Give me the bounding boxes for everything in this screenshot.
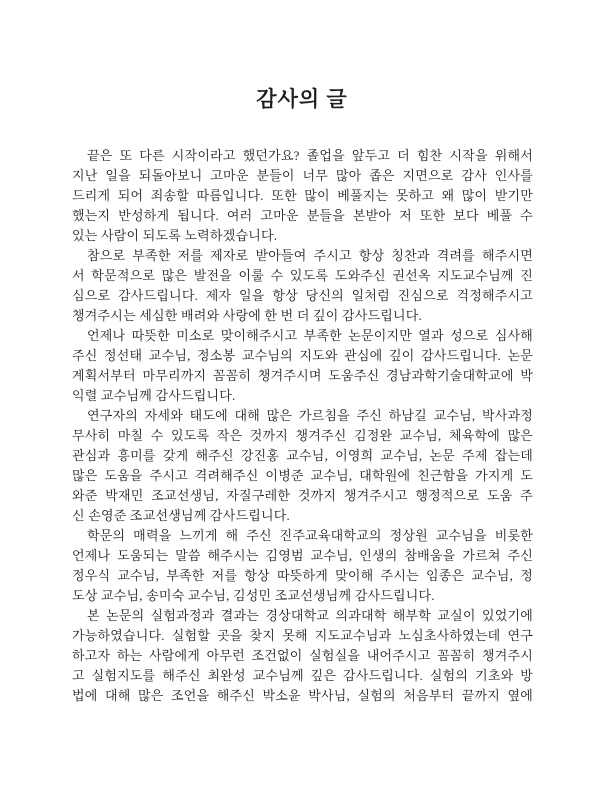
- text-line: 법에 대해 많은 조언을 해주신 박소윤 박사님, 실험의 처음부터 끝까지 옆에: [72, 688, 533, 703]
- text-line: 주신 정선태 교수님, 정소봉 교수님의 지도와 관심에 깊이 감사드립니다. 논문: [72, 348, 533, 363]
- text-line: 신 손영준 조교선생님께 감사드립니다.: [72, 508, 290, 523]
- paragraph: [72, 526, 533, 606]
- text-line: 학문의 매력을 느끼게 해 주신 진주교육대학교의 정상원 교수님을 비롯한: [87, 528, 533, 543]
- text-line: 했는지 반성하게 됩니다. 여러 고마운 분들을 본받아 저 또한 보다 베풀 수: [72, 208, 533, 223]
- text-line: 계획서부터 마무리까지 꼼꼼히 챙겨주시며 도움주신 경남과학기술대학교에 박: [72, 368, 533, 383]
- text-line: 가능하였습니다. 실험할 곳을 찾지 못해 지도교수님과 노심초사하였는데 연구: [72, 628, 533, 643]
- paragraph: [72, 146, 533, 246]
- text-line: 와준 박재민 조교선생님, 자질구레한 것까지 챙겨주시고 행정적으로 도움 주: [72, 488, 533, 503]
- text-line: 드리게 되어 죄송할 따름입니다. 또한 많이 베풀지는 못하고 왜 많이 받기만: [72, 188, 533, 203]
- text-line: 관심과 흥미를 갖게 해주신 강진홍 교수님, 이영희 교수님, 논문 주제 잡는데: [72, 448, 533, 463]
- text-line: 많은 도움을 주시고 격려해주신 이병준 교수님, 대학원에 친근함을 가지게 도: [72, 468, 533, 483]
- text-line: 심으로 감사드립니다. 제자 일을 항상 당신의 일처럼 진심으로 걱정해주시고: [72, 288, 533, 303]
- text-line: 연구자의 자세와 태도에 대해 많은 가르침을 주신 하남길 교수님, 박사과정: [87, 408, 533, 423]
- text-line: 있는 사람이 되도록 노력하겠습니다.: [72, 228, 278, 243]
- text-line: 도상 교수님, 송미숙 교수님, 김성민 조교선생님께 감사드립니다.: [72, 588, 435, 603]
- text-line: 익렬 교수님께 감사드립니다.: [72, 388, 236, 403]
- text-line: 지난 일을 되돌아보니 고마운 분들이 너무 많아 좁은 지면으로 감사 인사를: [72, 168, 533, 183]
- text-line: 언제나 따뜻한 미소로 맞이해주시고 부족한 논문이지만 열과 성으로 심사해: [87, 328, 533, 343]
- text-line: 본 논문의 실험과정과 결과는 경상대학교 의과대학 해부학 교실이 있었기에: [87, 608, 533, 623]
- text-line: 참으로 부족한 저를 제자로 받아들여 주시고 항상 칭찬과 격려를 해주시면: [87, 248, 533, 263]
- text-line: 정우식 교수님, 부족한 저를 항상 따뜻하게 맞이해 주시는 임종은 교수님, 정: [72, 568, 533, 583]
- document-body: [72, 146, 533, 706]
- paragraph: [72, 326, 533, 406]
- text-line: 서 학문적으로 많은 발전을 이룰 수 있도록 도와주신 권선옥 지도교수님께 진: [72, 268, 533, 283]
- paragraph: [72, 246, 533, 326]
- text-line: 끝은 또 다른 시작이라고 했던가요? 졸업을 앞두고 더 힘찬 시작을 위해서: [87, 148, 533, 163]
- paragraph: [72, 606, 533, 706]
- text-line: 언제나 도움되는 말씀 해주시는 김영범 교수님, 인생의 참배움을 가르쳐 주신: [72, 548, 533, 563]
- text-line: 하고자 하는 사람에게 아무런 조건없이 실험실을 내어주시고 꼼꼼히 챙겨주시: [72, 648, 533, 663]
- paragraph: [72, 406, 533, 526]
- document-title: 감사의 글: [256, 87, 348, 111]
- text-line: 무사히 마칠 수 있도록 작은 것까지 챙겨주신 김정완 교수님, 체육학에 많은: [72, 428, 533, 443]
- text-line: 챙겨주시는 세심한 배려와 사랑에 한 번 더 깊이 감사드립니다.: [72, 308, 423, 323]
- text-line: 고 실험지도를 해주신 최완성 교수님께 깊은 감사드립니다. 실험의 기초와 방: [72, 668, 533, 683]
